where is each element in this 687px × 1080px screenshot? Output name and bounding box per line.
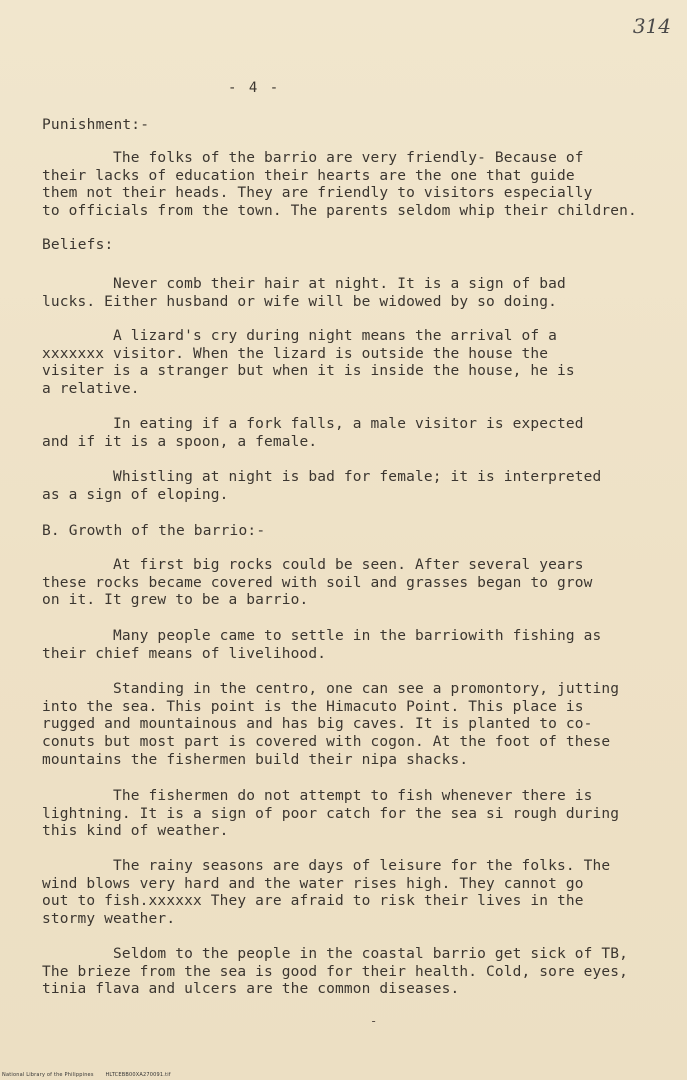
footer-file: HLTCEBB00XA270091.tif	[105, 1072, 171, 1078]
page-number: - 4 -	[228, 80, 281, 96]
paragraph-fork-falls: In eating if a fork falls, a male visitor is expected and if it is a spoon, a female.	[42, 416, 584, 450]
footer-library: National Library of the Philippines	[2, 1072, 94, 1078]
paragraph-lizard-cry: A lizard's cry during night means the arrival of a xxxxxxx visitor. When the lizard is outside the house the visiter is a stranger but when it is inside the house, he is a relative.	[42, 328, 575, 398]
paragraph-comb-hair: Never comb their hair at night. It is a sign of bad lucks. Either husband or wife will be widowed by so doing.	[42, 276, 566, 310]
paragraph-lightning: The fishermen do not attempt to fish whenever there is lightning. It is a sign of poor catch for the sea si rough during this kind of weather.	[42, 788, 620, 840]
ink-mark: -	[370, 1014, 378, 1028]
heading-beliefs: Beliefs:	[42, 237, 114, 253]
paragraph-whistling: Whistling at night is bad for female; it is interpreted as a sign of eloping.	[42, 469, 602, 503]
paragraph-big-rocks: At first big rocks could be seen. After several years these rocks became covered with soil and grasses began to grow on it. It grew to be a barrio.	[42, 557, 593, 609]
heading-punishment: Punishment:-	[42, 117, 150, 133]
handwritten-page-mark: 314	[632, 14, 671, 38]
scan-footer	[2, 1072, 181, 1078]
paragraph-settlers: Many people came to settle in the barriowith fishing as their chief means of livelihood.	[42, 628, 602, 662]
paragraph-promontory: Standing in the centro, one can see a promontory, jutting into the sea. This point is the Himacuto Point. This place is rugged and mountainous and has big caves. It is planted to co- conuts but most part is covered with cogon. At the foot of these mountains the fishermen build their nipa shacks.	[42, 681, 620, 768]
paragraph-diseases: Seldom to the people in the coastal barrio get sick of TB, The brieze from the sea is good for their health. Cold, sore eyes, tinia flava and ulcers are the common diseases.	[42, 946, 629, 998]
heading-growth: B. Growth of the barrio:-	[42, 523, 266, 539]
paragraph-friendly-folks: The folks of the barrio are very friendly- Because of their lacks of education their hearts are the one that guide them not their heads. They are friendly to visitors especially to officials from the town. The parents seldom whip their children.	[42, 150, 637, 220]
paragraph-rainy-seasons: The rainy seasons are days of leisure for the folks. The wind blows very hard and the water rises high. They cannot go out to fish.xxxxxx They are afraid to risk their lives in the stormy weather.	[42, 858, 611, 928]
